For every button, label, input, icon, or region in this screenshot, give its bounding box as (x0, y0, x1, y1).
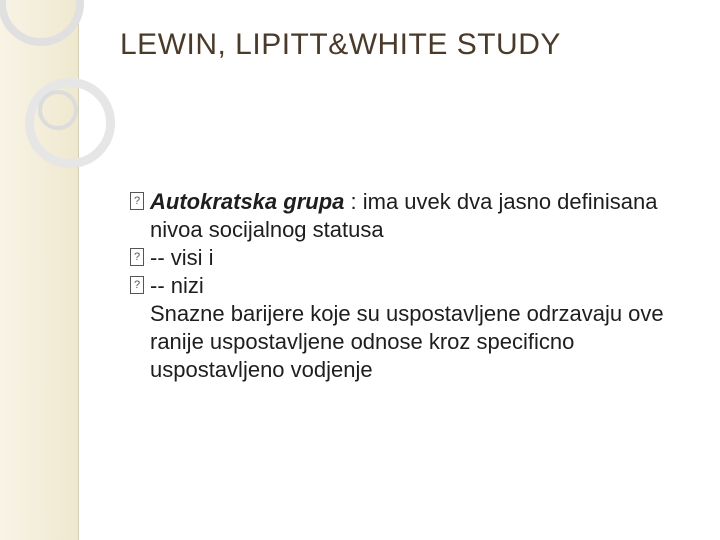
slide-title: LEWIN, LIPITT&WHITE STUDY (120, 28, 561, 61)
bullet-item (130, 272, 690, 300)
slide-content (130, 188, 690, 384)
bullet-item (130, 244, 690, 272)
bullet-text: -- nizi (150, 273, 204, 298)
bullet-box-icon: ? (130, 192, 144, 210)
bullet-box-icon: ? (130, 276, 144, 294)
body-paragraph: Snazne barijere koje su uspostavljene odrzavaju ove ranije uspostavljene odnose kroz specificno uspostavljeno vodjenje (150, 301, 664, 382)
bullet-item (130, 188, 690, 244)
bullet-text: : ima uvek dva jasno definisana nivoa socijalnog statusa (150, 189, 658, 242)
bullet-text: -- visi i (150, 245, 214, 270)
bullet-box-icon: ? (130, 248, 144, 266)
bullet-emphasis: Autokratska grupa (150, 189, 345, 214)
decorative-ring-inner (38, 90, 78, 130)
